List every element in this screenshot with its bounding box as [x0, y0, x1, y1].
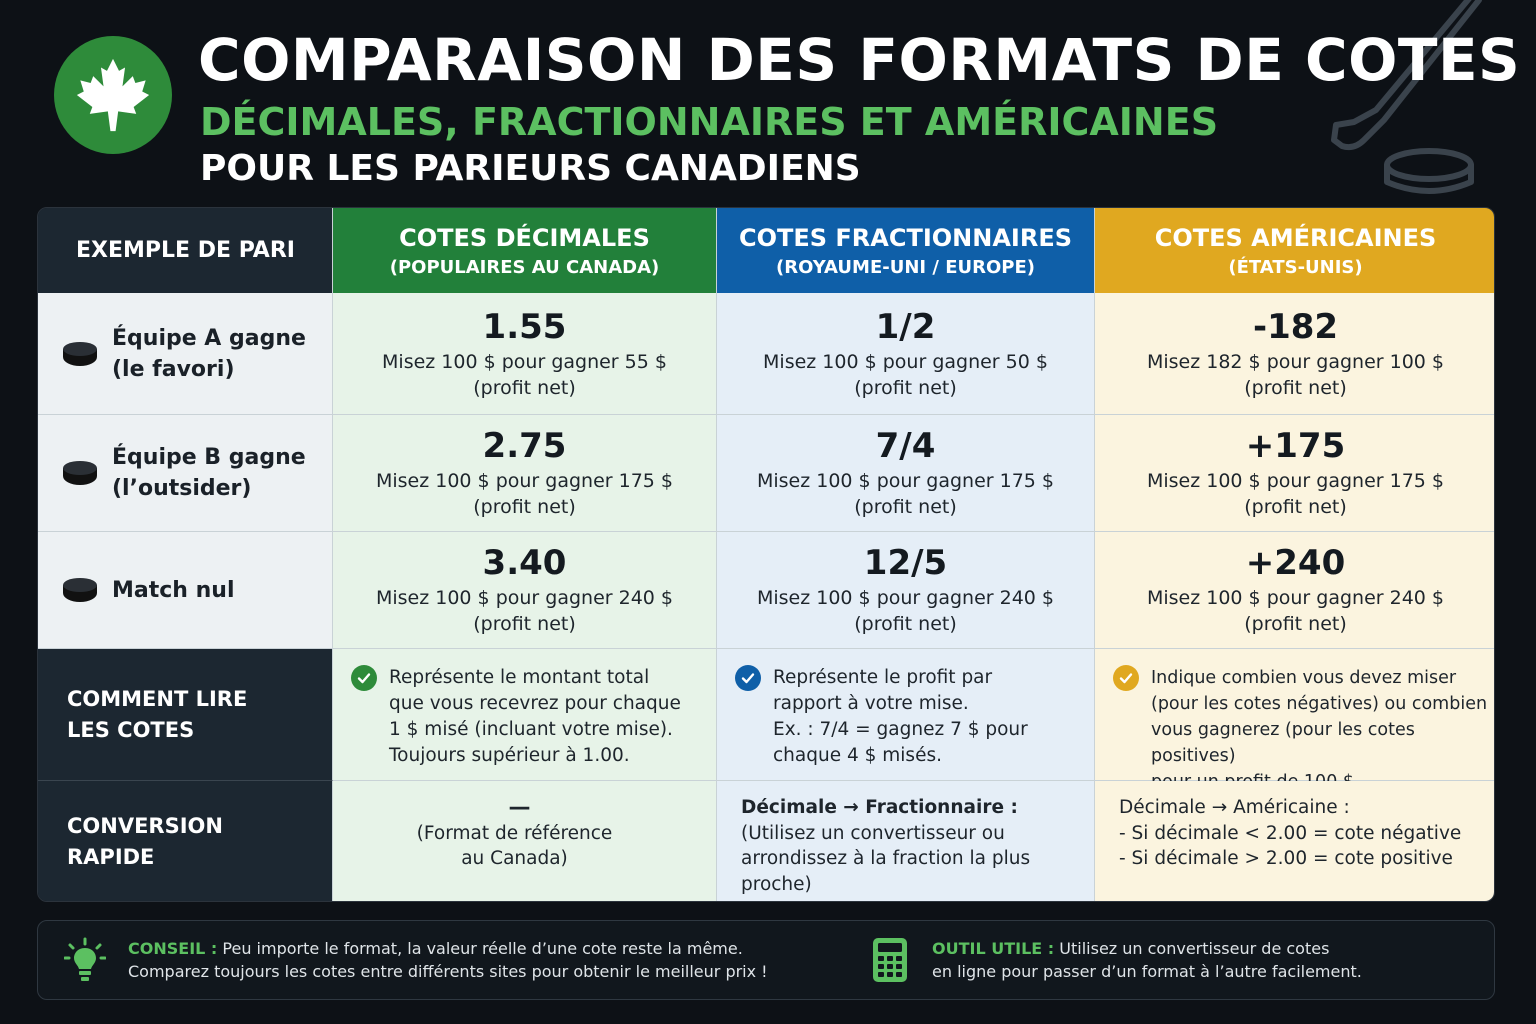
calculator-icon: [870, 936, 910, 984]
odds-description: Misez 100 $ pour gagner 50 $: [763, 350, 1048, 373]
note-line: (pour les cotes négatives) ou combien: [1151, 694, 1488, 714]
american-odds-cell: [1095, 293, 1495, 415]
tip-line: Comparez toujours les cotes entre différents sites pour obtenir le meilleur prix !: [128, 962, 768, 981]
odds-value: 3.40: [482, 543, 567, 583]
fractional-odds-cell: [717, 532, 1095, 649]
odds-description: Misez 100 $ pour gagner 240 $: [375, 587, 674, 609]
odds-description: Misez 100 $ pour gagner 240 $: [1146, 587, 1445, 609]
column-header-bet-example: [38, 208, 333, 293]
maple-leaf-logo: [54, 36, 172, 154]
odds-description: Misez 100 $ pour gagner 175 $: [375, 470, 674, 492]
puck-icon: [62, 341, 98, 367]
bet-cell-team-b: [38, 415, 333, 532]
bet-label-line: (le favori): [112, 356, 235, 382]
bet-label-line: Équipe B gagne: [112, 445, 306, 470]
odds-value: +240: [1245, 543, 1346, 583]
odds-value: 1.55: [482, 306, 567, 347]
note-line: vous gagnerez (pour les cotes positives): [1151, 720, 1415, 766]
decimal-how-to-read: [333, 649, 717, 781]
american-conversion: [1095, 781, 1495, 902]
note-text: [389, 665, 681, 780]
note-line: chaque 4 $ misés.: [773, 745, 942, 766]
fractional-how-to-read: [717, 649, 1095, 781]
fractional-conversion: [717, 781, 1095, 902]
odds-note: (profit net): [473, 613, 576, 635]
column-header-decimal: [333, 208, 717, 293]
note-line: 1 $ misé (incluant votre mise).: [389, 719, 673, 740]
column-header-title: COTES AMÉRICAINES: [1154, 223, 1437, 252]
note-text: [773, 665, 1028, 780]
conversion-line: proche): [741, 873, 812, 895]
decimal-odds-cell: [333, 293, 717, 415]
odds-note: (profit net): [1244, 496, 1347, 518]
side-label-line: CONVERSION: [67, 814, 223, 838]
conversion-line: (Utilisez un convertisseur ou: [741, 822, 1005, 844]
lightbulb-icon: [64, 937, 106, 983]
maple-leaf-icon: [70, 52, 156, 138]
side-label-line: LES COTES: [67, 717, 195, 742]
odds-value: 12/5: [863, 543, 948, 583]
odds-note: (profit net): [1244, 376, 1347, 399]
odds-value: 7/4: [875, 426, 936, 466]
fractional-odds-cell: [717, 293, 1095, 415]
odds-note: (profit net): [473, 376, 576, 399]
odds-note: (profit net): [854, 376, 957, 399]
american-how-to-read: [1095, 649, 1495, 781]
side-label-line: RAPIDE: [67, 845, 155, 869]
odds-note: (profit net): [854, 613, 957, 635]
fractional-odds-cell: [717, 415, 1095, 532]
tool-text: [932, 937, 1362, 983]
column-header-subtitle: (ÉTATS-UNIS): [1228, 256, 1363, 278]
conversion-line: - Si décimale < 2.00 = cote négative: [1119, 822, 1462, 844]
conversion-heading: Décimale → Fractionnaire :: [741, 797, 1018, 818]
note-line: Ex. : 7/4 = gagnez 7 $ pour: [773, 719, 1028, 740]
check-icon: [351, 665, 377, 691]
tool-box: [870, 921, 1362, 999]
column-header-subtitle: (POPULAIRES AU CANADA): [389, 256, 660, 278]
bet-cell-draw: [38, 532, 333, 649]
tip-label: CONSEIL :: [128, 939, 218, 958]
odds-value: 1/2: [875, 306, 936, 347]
puck-icon: [62, 577, 98, 603]
how-to-read-label: [38, 649, 333, 781]
tool-label: OUTIL UTILE :: [932, 939, 1055, 958]
conversion-heading: Décimale → Américaine :: [1119, 797, 1350, 818]
bet-label: [112, 323, 306, 385]
odds-value: +175: [1245, 426, 1346, 466]
quick-conversion-label: [38, 781, 333, 902]
odds-description: Misez 100 $ pour gagner 175 $: [1146, 470, 1445, 492]
note-line: rapport à votre mise.: [773, 693, 969, 714]
bet-label: [112, 575, 234, 606]
bet-cell-team-a: [38, 293, 333, 415]
decimal-conversion: [333, 781, 717, 902]
odds-description: Misez 182 $ pour gagner 100 $: [1146, 350, 1445, 373]
conversion-line: arrondissez à la fraction la plus: [741, 848, 1031, 869]
column-header-fractional: [717, 208, 1095, 293]
column-header-american: [1095, 208, 1495, 293]
odds-description: Misez 100 $ pour gagner 55 $: [382, 350, 667, 373]
puck-icon: [62, 460, 98, 486]
note-line: Représente le profit par: [773, 667, 993, 688]
odds-note: (profit net): [473, 496, 576, 518]
note-line: que vous recevrez pour chaque: [389, 693, 681, 714]
check-icon: [735, 665, 761, 691]
column-header-title: EXEMPLE DE PARI: [76, 238, 295, 263]
column-header-title: COTES FRACTIONNAIRES: [738, 223, 1073, 252]
conversion-line: - Si décimale > 2.00 = cote positive: [1119, 848, 1453, 869]
odds-value: 2.75: [482, 426, 567, 466]
bet-label-line: Match nul: [112, 577, 235, 603]
bet-label-line: (l’outsider): [112, 476, 252, 501]
odds-note: (profit net): [854, 496, 957, 518]
tip-box: [64, 921, 768, 999]
note-line: Représente le montant total: [389, 667, 650, 688]
bet-label: [112, 442, 306, 504]
page-subtitle-audience: POUR LES PARIEURS CANADIENS: [200, 148, 861, 189]
decimal-odds-cell: [333, 532, 717, 649]
tip-line: Peu importe le format, la valeur réelle d’une cote reste la même.: [222, 939, 743, 958]
note-line: Toujours supérieur à 1.00.: [389, 745, 630, 766]
conversion-line: (Format de référence: [416, 822, 613, 844]
check-icon: [1113, 665, 1139, 691]
odds-description: Misez 100 $ pour gagner 240 $: [756, 587, 1055, 609]
note-line: Indique combien vous devez miser: [1151, 668, 1457, 688]
page-subtitle: DÉCIMALES, FRACTIONNAIRES ET AMÉRICAINES: [200, 100, 1219, 144]
footer-tips: [37, 920, 1495, 1000]
decimal-odds-cell: [333, 415, 717, 532]
column-header-title: COTES DÉCIMALES: [399, 223, 650, 252]
dash: —: [508, 795, 531, 820]
american-odds-cell: [1095, 532, 1495, 649]
tip-text: [128, 937, 768, 983]
column-header-subtitle: (ROYAUME-UNI / EUROPE): [775, 256, 1035, 278]
odds-description: Misez 100 $ pour gagner 175 $: [756, 470, 1055, 492]
american-odds-cell: [1095, 415, 1495, 532]
side-label-line: COMMENT LIRE: [67, 686, 248, 711]
conversion-line: au Canada): [461, 848, 568, 869]
tool-line: Utilisez un convertisseur de cotes: [1059, 939, 1330, 958]
odds-value: -182: [1252, 306, 1339, 347]
bet-label-line: Équipe A gagne: [112, 325, 306, 351]
page-title: COMPARAISON DES FORMATS DE COTES: [198, 26, 1521, 94]
tool-line: en ligne pour passer d’un format à l’autre facilement.: [932, 962, 1362, 981]
odds-comparison-table: [37, 207, 1495, 902]
note-text: [1151, 665, 1488, 780]
odds-note: (profit net): [1244, 613, 1347, 635]
